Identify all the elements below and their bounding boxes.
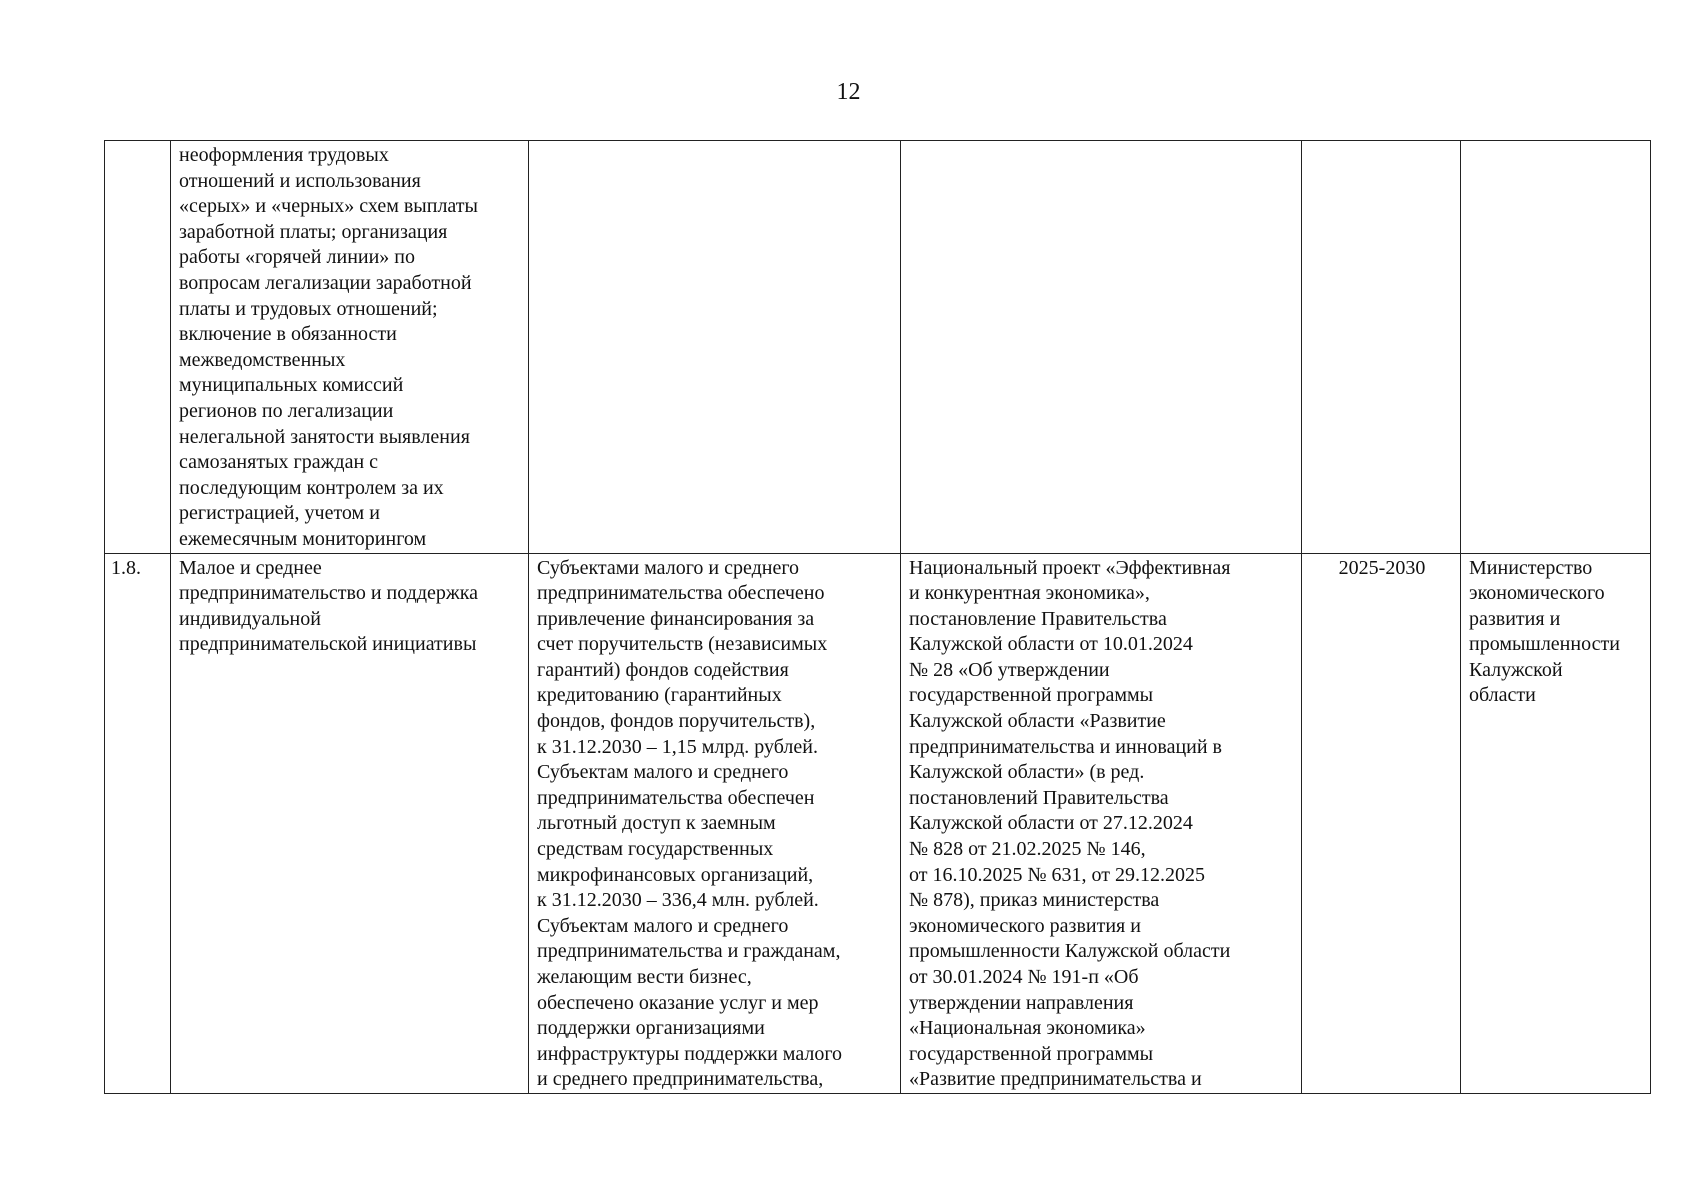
- measure-name-cell: [171, 141, 529, 554]
- documents: Национальный проект «Эффективная и конкурентная экономика», постановление Правительства Калужской области от 10.01.2024 № 28 «Об утверждении государственной программы Калужской области «Развитие предпринимательства и инноваций в Калужской области» (в ред. постановлений Правительства Калужской области от 27.12.2024 № 828 от 21.02.2025 № 146, от 16.10.2025 № 631, от 29.12.2025 № 878), приказ министерства экономического развития и промышленности Калужской области от 30.01.2024 № 191-п «Об утверждении направления «Национальная экономика» государственной программы «Развитие предпринимательства и: [909, 556, 1231, 1091]
- row-number-cell: [105, 141, 171, 554]
- responsible-cell: [1461, 141, 1651, 554]
- documents-cell: [901, 553, 1302, 1093]
- measure-name: неоформления трудовых отношений и использования «серых» и «черных» схем выплаты заработной платы; организация работы «горячей линии» по вопросам легализации заработной платы и трудовых отношений; включение в обязанности межведомственных муниципальных комиссий регионов по легализации нелегальной занятости выявления самозанятых граждан с последующим контролем за их регистрацией, учетом и ежемесячным мониторингом: [179, 144, 478, 550]
- page-number: 12: [836, 79, 861, 105]
- responsible-cell: [1461, 553, 1651, 1093]
- row-number: 1.8.: [111, 556, 141, 579]
- period-cell: [1302, 141, 1461, 554]
- table-row: [105, 141, 1651, 554]
- expected-result-cell: [529, 141, 901, 554]
- measure-name-cell: [171, 553, 529, 1093]
- period-cell: [1302, 553, 1461, 1093]
- measure-name: Малое и среднее предпринимательство и поддержка индивидуальной предпринимательской инициативы: [179, 556, 478, 656]
- row-number-cell: [105, 553, 171, 1093]
- period: 2025-2030: [1338, 556, 1426, 579]
- table-row: [105, 553, 1651, 1093]
- expected-result: Субъектами малого и среднего предпринимательства обеспечено привлечение финансирования за счет поручительств (независимых гарантий) фондов содействия кредитованию (гарантийных фондов, фондов поручительств), к 31.12.2030 – 1,15 млрд. рублей. Субъектам малого и среднего предпринимательства обеспечен льготный доступ к заемным средствам государственных микрофинансовых организаций, к 31.12.2030 – 336,4 млн. рублей. Субъектам малого и среднего предпринимательства и гражданам, желающим вести бизнес, обеспечено оказание услуг и мер поддержки организациями инфраструктуры поддержки малого и среднего предпринимательства,: [537, 556, 843, 1091]
- plan-table: [104, 140, 1651, 1094]
- responsible: Министерство экономического развития и промышленности Калужской области: [1469, 556, 1620, 707]
- expected-result-cell: [529, 553, 901, 1093]
- documents-cell: [901, 141, 1302, 554]
